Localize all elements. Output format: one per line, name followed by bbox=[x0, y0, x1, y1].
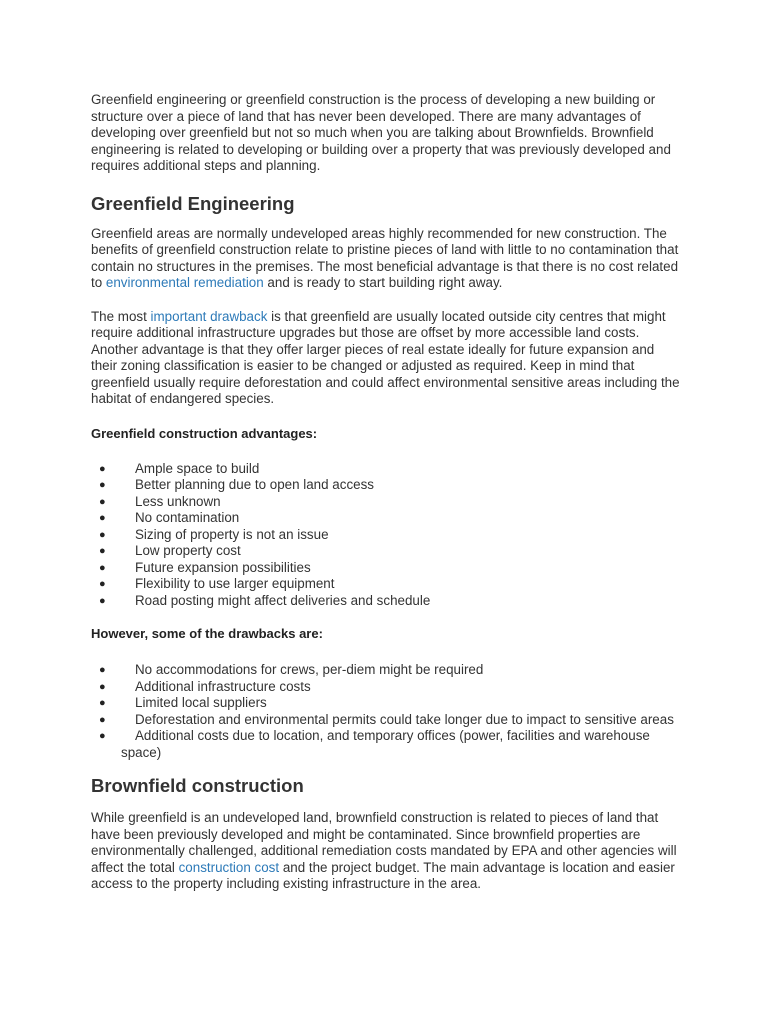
bullet-icon: ● bbox=[99, 528, 106, 541]
construction-cost-link[interactable]: construction cost bbox=[178, 859, 280, 875]
advantages-heading: Greenfield construction advantages: bbox=[91, 425, 318, 441]
environmental-remediation-link[interactable]: environmental remediation bbox=[105, 275, 264, 290]
greenfield-paragraph-2 bbox=[91, 309, 681, 408]
important-drawback-link[interactable]: important drawback bbox=[150, 308, 268, 324]
list-item bbox=[91, 461, 681, 478]
advantages-list bbox=[91, 461, 681, 610]
greenfield-p1-text-a: Greenfield areas are normally undeveloped areas highly recommended for new construction. The benefits of greenfield construction relate to pristine pieces of land with little to no contamination that contain no structures in the premises. The most beneficial advantage is that there is no cost related to bbox=[91, 225, 679, 290]
brownfield-paragraph bbox=[91, 810, 681, 893]
bullet-icon: ● bbox=[99, 512, 106, 524]
bullet-icon: ● bbox=[99, 697, 106, 709]
list-item-text: Low property cost bbox=[135, 543, 241, 558]
brownfield-p1-text-b: and the project budget. The main advantage is location and easier access to the property including existing infrastructure in the area. bbox=[91, 859, 675, 891]
list-item-text: Better planning due to open land access bbox=[135, 477, 374, 492]
list-item-text: Road posting might affect deliveries and schedule bbox=[135, 592, 431, 608]
list-item bbox=[91, 543, 681, 560]
list-item bbox=[91, 477, 681, 494]
list-item bbox=[91, 560, 681, 577]
bullet-icon: ● bbox=[99, 561, 106, 574]
intro-paragraph: Greenfield engineering or greenfield construction is the process of developing a new building or structure over a piece of land that has never been developed. There are many advantages of developing over greenfield but not so much when you are talking about Brownfields. Brownfield engineering is related to developing or building over a property that was previously developed and requires additional steps and planning. bbox=[91, 92, 671, 173]
list-item-text: No accommodations for crews, per-diem might be required bbox=[135, 662, 484, 677]
list-item-text: Less unknown bbox=[135, 493, 221, 509]
list-item bbox=[91, 728, 681, 761]
article bbox=[91, 92, 681, 893]
list-item-text: Flexibility to use larger equipment bbox=[135, 576, 335, 591]
brownfield-heading: Brownfield construction bbox=[91, 775, 304, 796]
list-item bbox=[91, 695, 681, 712]
list-item-text: No contamination bbox=[135, 510, 240, 525]
bullet-icon: ● bbox=[99, 479, 106, 491]
bullet-icon: ● bbox=[99, 545, 106, 557]
bullet-icon: ● bbox=[99, 462, 106, 475]
list-item-text: Ample space to build bbox=[135, 460, 260, 476]
list-item-text: Additional infrastructure costs bbox=[135, 678, 311, 694]
bullet-icon: ● bbox=[99, 680, 106, 693]
bullet-icon: ● bbox=[99, 730, 106, 742]
list-item-text: Future expansion possibilities bbox=[135, 559, 311, 575]
greenfield-paragraph-1 bbox=[91, 226, 681, 292]
bullet-icon: ● bbox=[99, 713, 106, 726]
bullet-icon: ● bbox=[99, 664, 106, 676]
bullet-icon: ● bbox=[99, 594, 106, 607]
greenfield-heading: Greenfield Engineering bbox=[91, 192, 295, 214]
list-item bbox=[91, 712, 681, 729]
bullet-icon: ● bbox=[99, 495, 106, 508]
brownfield-p1-text-a: While greenfield is an undeveloped land, brownfield construction is related to pieces of land that have been previously developed and might be contaminated. Since brownfield properties are environmentally challenged, additional remediation costs mandated by EPA and other agencies will affect the total bbox=[91, 810, 677, 875]
list-item bbox=[91, 527, 681, 544]
bullet-icon: ● bbox=[99, 578, 106, 590]
greenfield-p2-text-a: The most bbox=[91, 308, 151, 324]
greenfield-p2-text-b: is that greenfield are usually located outside city centres that might require additional infrastructure upgrades but those are offset by more accessible land costs. Another advantage is that they offer larger pieces of real estate ideally for future expansion and their zoning classification is easier to be changed or adjusted as required. Keep in mind that greenfield usually require deforestation and could affect environmental sensitive areas including the habitat of endangered species. bbox=[91, 308, 680, 406]
list-item bbox=[91, 662, 681, 679]
greenfield-p1-text-b: and is ready to start building right away. bbox=[263, 275, 503, 290]
drawbacks-list bbox=[91, 662, 681, 761]
list-item bbox=[91, 593, 681, 610]
list-item bbox=[91, 576, 681, 593]
list-item bbox=[91, 679, 681, 696]
list-item-text: Deforestation and environmental permits could take longer due to impact to sensitive areas bbox=[135, 711, 674, 727]
list-item bbox=[91, 510, 681, 527]
list-item-text: Sizing of property is not an issue bbox=[135, 526, 329, 542]
list-item-text: Limited local suppliers bbox=[135, 695, 267, 710]
drawbacks-heading: However, some of the drawbacks are: bbox=[91, 626, 323, 641]
list-item-text: Additional costs due to location, and temporary offices (power, facilities and warehouse space) bbox=[121, 728, 650, 760]
list-item bbox=[91, 494, 681, 511]
